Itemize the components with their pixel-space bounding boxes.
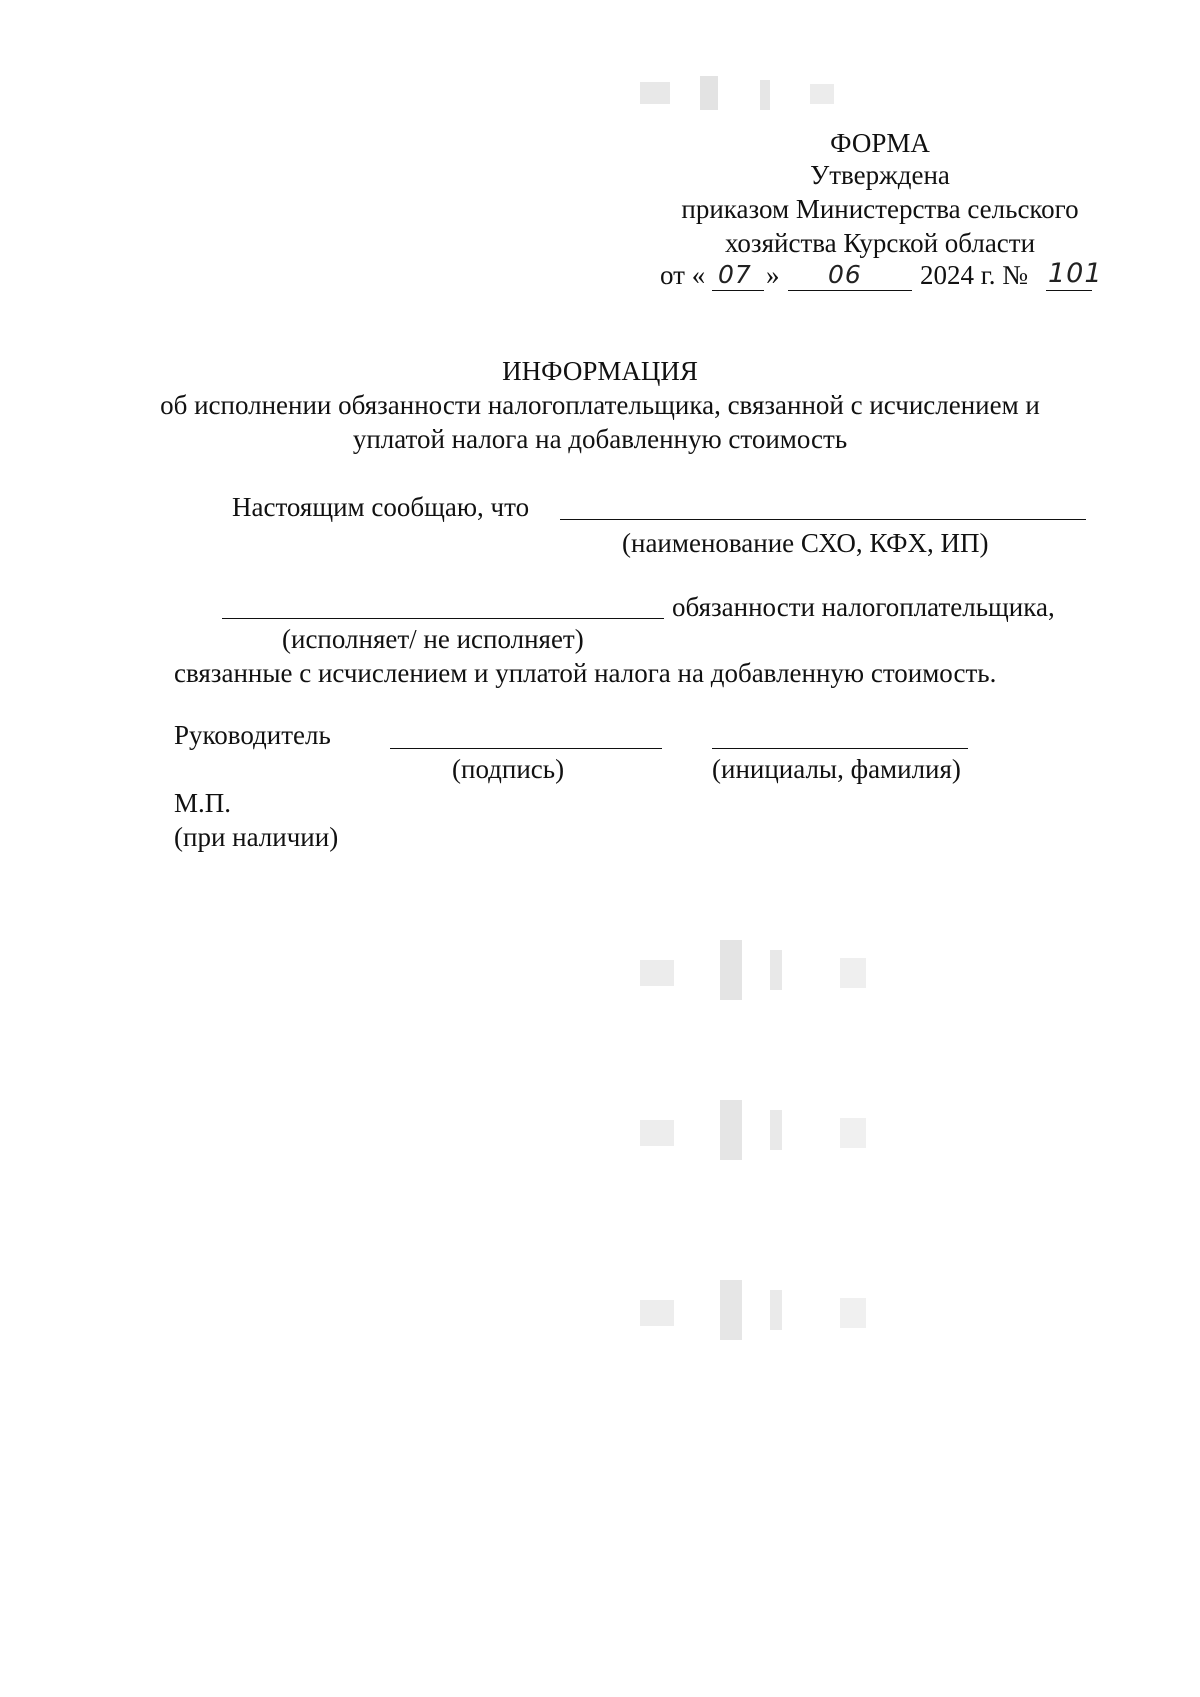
date-day-handwritten: 07 <box>718 260 752 289</box>
day-underline <box>712 290 764 291</box>
scan-artifact-lower <box>640 1100 940 1180</box>
date-prefix: от « <box>660 260 706 290</box>
signatory-name-hint: (инициалы, фамилия) <box>712 754 961 784</box>
scan-artifact-bottom <box>640 1280 940 1360</box>
document-title: ИНФОРМАЦИЯ <box>502 356 698 386</box>
intro-text: Настоящим сообщаю, что <box>232 492 530 522</box>
order-number-handwritten: 101 <box>1048 258 1103 289</box>
document-subtitle-line-1: об исполнении обязанности налогоплательщика, связанной с исчислением и <box>160 390 1040 420</box>
signatory-role: Руководитель <box>174 720 331 750</box>
order-line-2: хозяйства Курской области <box>724 228 1036 258</box>
order-line-1: приказом Министерства сельского <box>681 194 1079 224</box>
organization-name-hint: (наименование СХО, КФХ, ИП) <box>622 528 989 558</box>
form-label: ФОРМА <box>830 128 930 158</box>
date-month-handwritten: 06 <box>828 260 862 289</box>
duty-status-field[interactable] <box>222 618 664 619</box>
signature-hint: (подпись) <box>452 754 565 784</box>
order-date-line <box>0 258 1200 302</box>
number-underline <box>1046 290 1092 291</box>
date-mid: » <box>766 260 780 290</box>
stamp-label: М.П. <box>174 788 232 818</box>
approved-label: Утверждена <box>810 160 950 190</box>
duty-continuation: связанные с исчислением и уплатой налога на добавленную стоимость. <box>174 658 997 688</box>
organization-name-field[interactable] <box>560 519 1086 520</box>
signatory-name-field[interactable] <box>712 748 968 749</box>
signature-field[interactable] <box>390 748 662 749</box>
document-subtitle-line-2: уплатой налога на добавленную стоимость <box>352 424 848 454</box>
stamp-note: (при наличии) <box>174 822 339 852</box>
date-year: 2024 г. № <box>920 260 1029 290</box>
duty-status-hint: (исполняет/ не исполняет) <box>282 624 584 654</box>
duty-text: обязанности налогоплательщика, <box>672 592 1055 622</box>
scan-artifact-top <box>640 72 940 122</box>
month-underline <box>788 290 912 291</box>
scan-artifact-middle <box>640 940 940 1020</box>
